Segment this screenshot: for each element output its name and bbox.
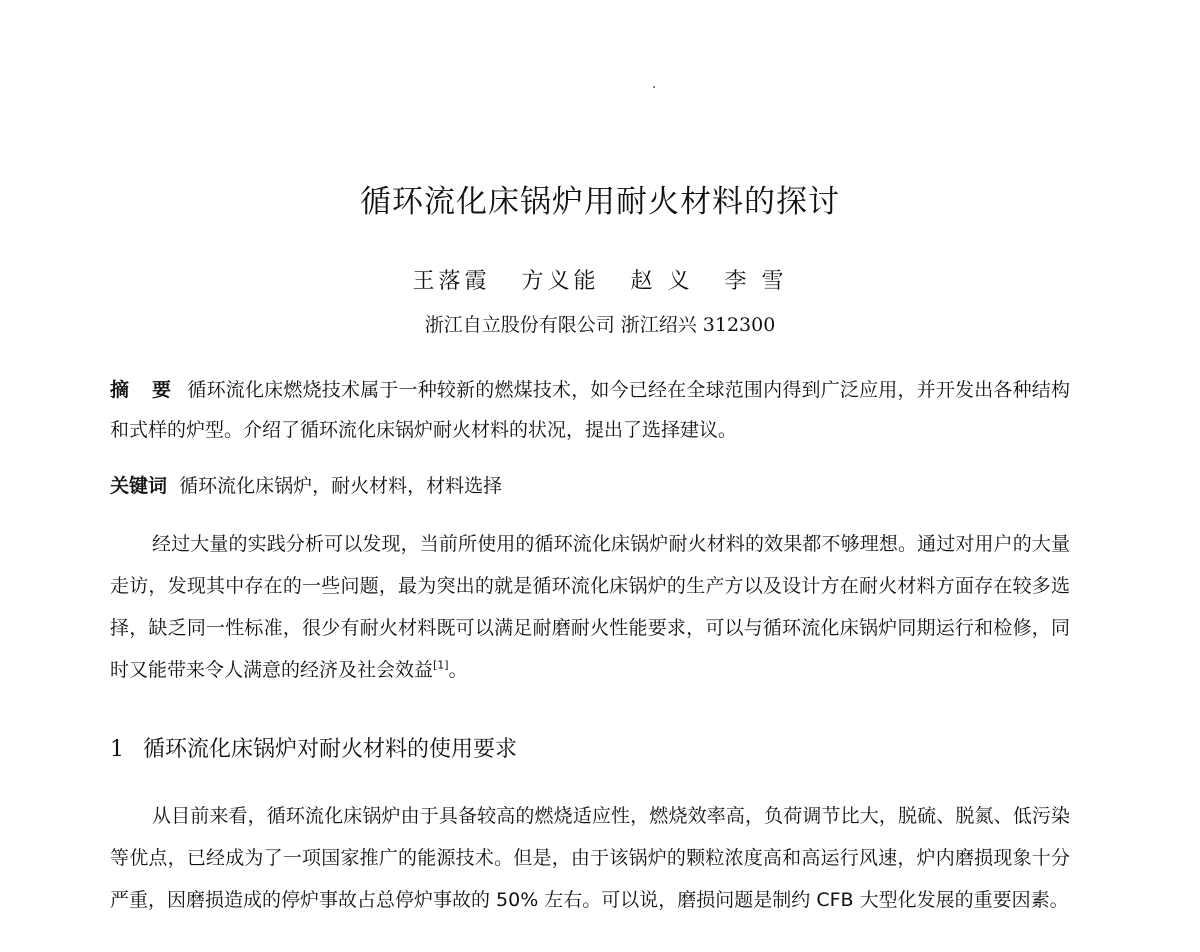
author-name: 赵 义 — [630, 269, 694, 294]
citation-reference: [1] — [433, 658, 449, 672]
abstract-block — [110, 370, 1070, 450]
section-number: 1 — [110, 737, 124, 762]
section-title: 循环流化床锅炉对耐火材料的使用要求 — [143, 737, 518, 762]
author-affiliation: 浙江自立股份有限公司 浙江绍兴 312300 — [424, 314, 776, 336]
abstract-label: 摘 要 — [110, 379, 180, 401]
scan-speck — [653, 86, 655, 88]
abstract-text: 循环流化床燃烧技术属于一种较新的燃煤技术，如今已经在全球范围内得到广泛应用，并开发出各种结构和式样的炉型。介绍了循环流化床锅炉耐火材料的状况，提出了选择建议。 — [110, 379, 1070, 441]
intro-text: 经过大量的实践分析可以发现，当前所使用的循环流化床锅炉耐火材料的效果都不够理想。通过对用户的大量走访，发现其中存在的一些问题，最为突出的就是循环流化床锅炉的生产方以及设计方在耐火材料方面存在较多选择，缺乏同一性标准，很少有耐火材料既可以满足耐磨耐火性能要求，可以与循环流化床锅炉同期运行和检修，同时又能带来令人满意的经济及社会效益 — [110, 533, 1070, 681]
intro-paragraph — [110, 523, 1070, 691]
author-name: 方义能 — [521, 269, 600, 294]
keywords-text: 循环流化床锅炉，耐火材料，材料选择 — [179, 475, 503, 497]
author-name: 王落霞 — [412, 269, 491, 294]
section-heading — [110, 732, 1070, 768]
keywords-block — [110, 466, 1070, 506]
paper-title: 循环流化床锅炉用耐火材料的探讨 — [360, 184, 840, 220]
section-paragraph: 从目前来看，循环流化床锅炉由于具备较高的燃烧适应性，燃烧效率高，负荷调节比大，脱硫、脱氮、低污染等优点，已经成为了一项国家推广的能源技术。但是，由于该锅炉的颗粒浓度高和高运行风速，炉内磨损现象十分严重，因磨损造成的停炉事故占总停炉事故的 50% 左右。可以说，磨损问题是制约 CFB 大型化发展的重要因素。 — [110, 805, 1070, 911]
author-name: 李 雪 — [724, 269, 788, 294]
keywords-label: 关键词 — [110, 475, 168, 497]
intro-end-punctuation: 。 — [448, 659, 468, 681]
author-list — [0, 266, 1200, 298]
